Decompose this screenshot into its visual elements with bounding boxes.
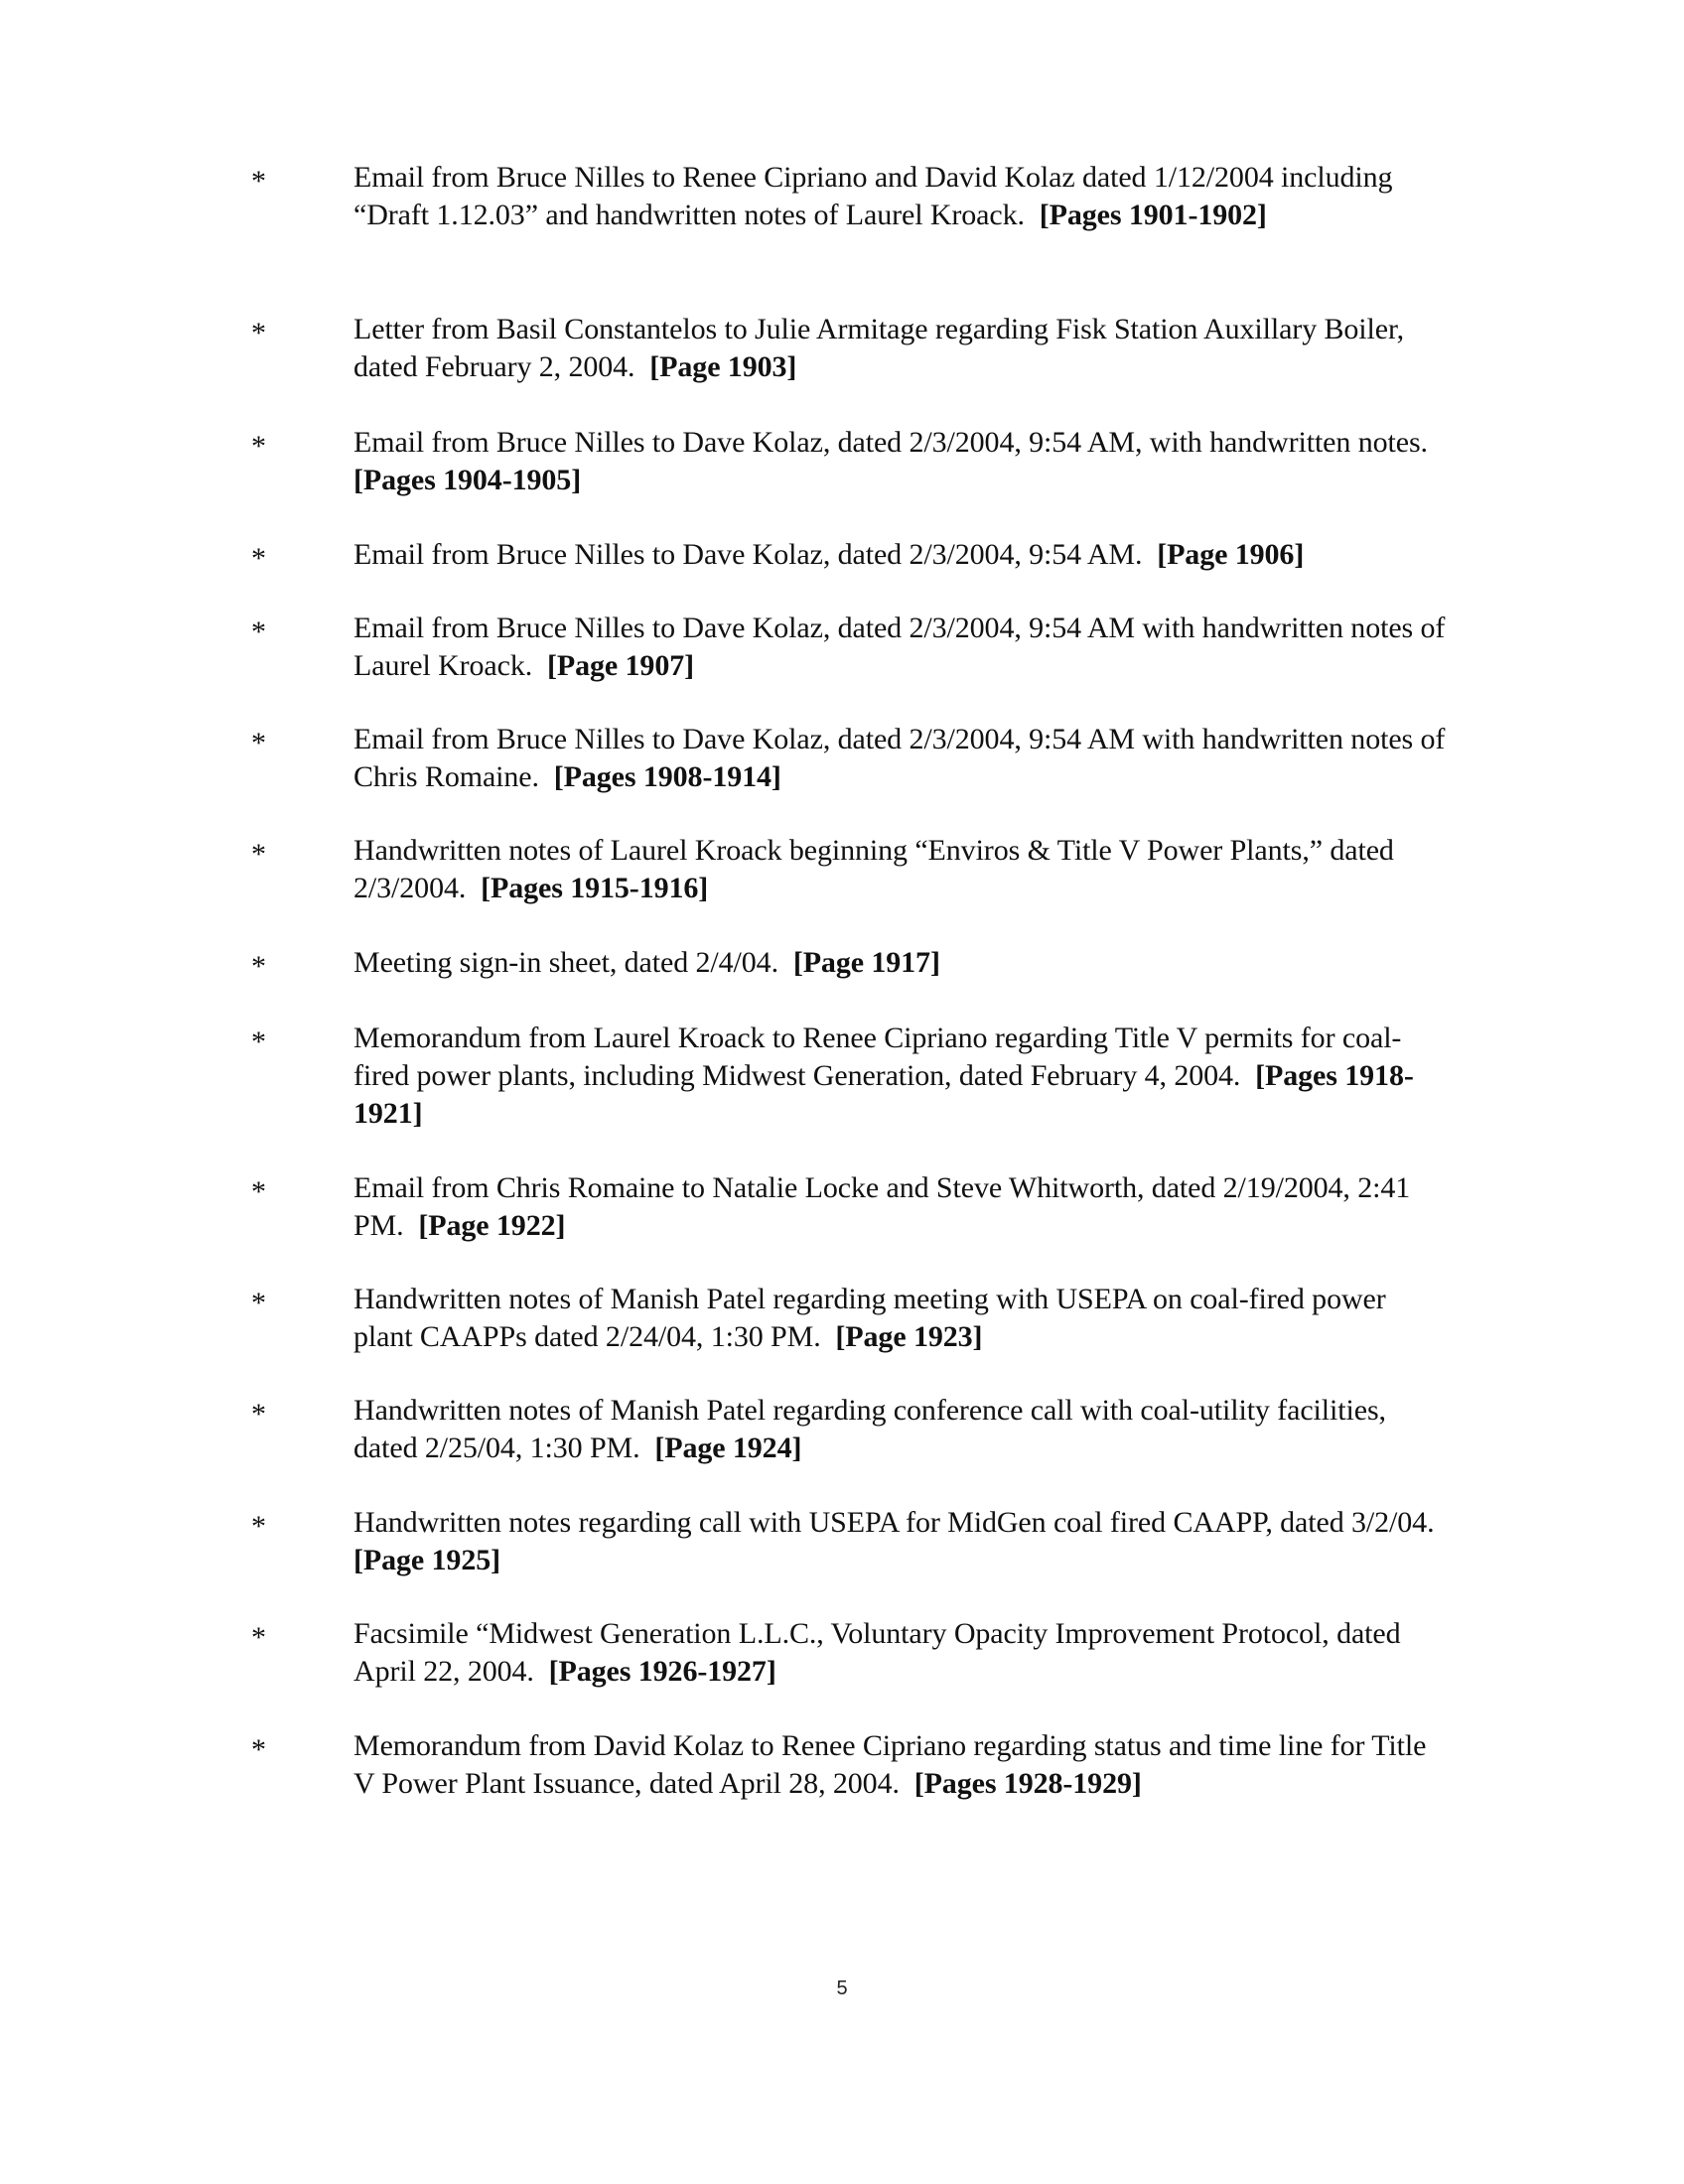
entry-text: Letter from Basil Constantelos to Julie Armitage regarding Fisk Station Auxillary Boiler, dated February 2, 2004. xyxy=(353,313,1405,383)
entry-text: Email from Bruce Nilles to Dave Kolaz, dated 2/3/2004, 9:54 AM. xyxy=(353,538,1143,571)
entry-description xyxy=(353,1392,1446,1467)
entry-description xyxy=(353,832,1446,907)
page-reference: [Pages 1928-1929] xyxy=(913,1767,1142,1800)
page-reference: [Page 1917] xyxy=(792,946,940,979)
page-reference: [Pages 1915-1916] xyxy=(481,872,709,904)
entry-description xyxy=(353,944,1446,982)
entry-text: Memorandum from Laurel Kroack to Renee Cipriano regarding Title V permits for coal-fired power plants, including Midwest Generation, dated February 4, 2004. xyxy=(353,1022,1402,1092)
entry-text: Handwritten notes of Manish Patel regarding conference call with coal-utility facilities, dated 2/25/04, 1:30 PM. xyxy=(353,1394,1386,1464)
bullet-marker: * xyxy=(251,727,266,759)
entry-text: Email from Bruce Nilles to Dave Kolaz, dated 2/3/2004, 9:54 AM, with handwritten notes. xyxy=(353,426,1428,459)
bullet-marker: * xyxy=(251,950,266,983)
entry-text: Email from Bruce Nilles to Dave Kolaz, dated 2/3/2004, 9:54 AM with handwritten notes of Chris Romaine. xyxy=(353,723,1446,793)
bullet-marker: * xyxy=(251,1510,266,1543)
entry-description xyxy=(353,311,1446,386)
entry-text: Email from Bruce Nilles to Renee Cipriano and David Kolaz dated 1/12/2004 including “Draft 1.12.03” and handwritten notes of Laurel Kroack. xyxy=(353,161,1393,231)
page-reference: [Page 1903] xyxy=(649,350,797,383)
bullet-marker: * xyxy=(251,1287,266,1319)
bullet-marker: * xyxy=(251,430,266,463)
bullet-marker: * xyxy=(251,1733,266,1766)
entry-text: Handwritten notes of Laurel Kroack beginning “Enviros & Title V Power Plants,” dated 2/3/2004. xyxy=(353,834,1394,904)
bullet-marker: * xyxy=(251,317,266,349)
page-reference: [Pages 1926-1927] xyxy=(548,1655,776,1688)
bullet-marker: * xyxy=(251,165,266,198)
entry-description xyxy=(353,159,1446,234)
entry-text: Handwritten notes of Manish Patel regarding meeting with USEPA on coal-fired power plant CAAPPs dated 2/24/04, 1:30 PM. xyxy=(353,1283,1386,1353)
bullet-marker: * xyxy=(251,615,266,648)
page-reference: [Pages 1901-1902] xyxy=(1039,199,1267,231)
entry-description xyxy=(353,1615,1446,1691)
entry-description xyxy=(353,1281,1446,1356)
page-reference: [Page 1925] xyxy=(353,1544,501,1576)
page-reference: [Page 1923] xyxy=(835,1320,983,1353)
bullet-marker: * xyxy=(251,1621,266,1654)
entry-text: Facsimile “Midwest Generation L.L.C., Voluntary Opacity Improvement Protocol, dated April 22, 2004. xyxy=(353,1617,1401,1688)
page-reference: [Pages 1918-1921] xyxy=(353,1059,1414,1130)
entry-description xyxy=(353,1020,1446,1133)
bullet-marker: * xyxy=(251,838,266,871)
bullet-marker: * xyxy=(251,1025,266,1058)
entry-text: Email from Chris Romaine to Natalie Locke and Steve Whitworth, dated 2/19/2004, 2:41 PM. xyxy=(353,1171,1411,1242)
entry-description xyxy=(353,1504,1446,1579)
entry-description xyxy=(353,1727,1446,1803)
bullet-marker: * xyxy=(251,1398,266,1431)
bullet-marker: * xyxy=(251,542,266,575)
entry-description xyxy=(353,424,1446,499)
entry-text: Meeting sign-in sheet, dated 2/4/04. xyxy=(353,946,778,979)
entry-description xyxy=(353,721,1446,796)
page-reference: [Page 1907] xyxy=(546,649,695,682)
page-reference: [Pages 1908-1914] xyxy=(553,760,781,793)
entry-description xyxy=(353,1169,1446,1245)
entry-text: Handwritten notes regarding call with USEPA for MidGen coal fired CAAPP, dated 3/2/04. xyxy=(353,1506,1435,1539)
entry-text: Email from Bruce Nilles to Dave Kolaz, dated 2/3/2004, 9:54 AM with handwritten notes of Laurel Kroack. xyxy=(353,612,1446,682)
page-number: 5 xyxy=(836,1978,848,1999)
page-reference: [Page 1922] xyxy=(418,1209,566,1242)
page-reference: [Pages 1904-1905] xyxy=(353,464,582,496)
entry-description xyxy=(353,536,1446,574)
page-reference: [Page 1906] xyxy=(1157,538,1305,571)
page-reference: [Page 1924] xyxy=(654,1432,802,1464)
entry-text: Memorandum from David Kolaz to Renee Cipriano regarding status and time line for Title V Power Plant Issuance, dated April 28, 2004. xyxy=(353,1729,1427,1800)
bullet-marker: * xyxy=(251,1175,266,1208)
entry-description xyxy=(353,610,1446,685)
